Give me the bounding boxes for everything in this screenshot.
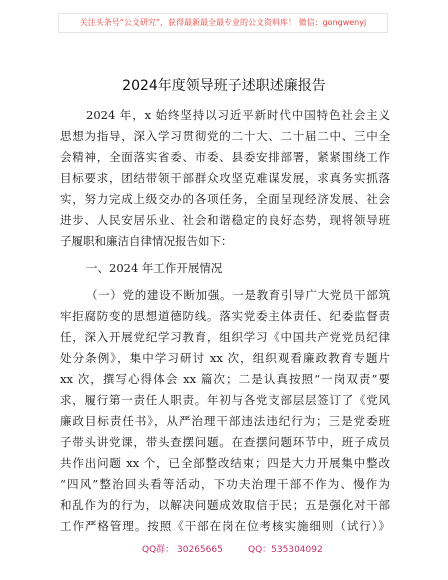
body-line: xx 次，撰写心得体会 xx 篇次；二是认真按照“一岗双责”要 [60,372,390,386]
contact-footer [0,543,448,557]
qq-group-number: QQ群： 30265665 [142,545,223,555]
body-line: 处分条例》，集中学习研讨 xx 次，组织观看廉政教育专题片 [60,351,390,365]
intro-paragraph [60,105,390,252]
intro-line: 子履职和廉洁自律情况报告如下： [60,234,233,248]
body-line: 任，深入开展党纪学习教育，组织学习《中国共产党党员纪律 [60,330,390,344]
body-line: 子带头讲党课，带头查摆问题。在查摆问题环节中，班子成员 [60,435,390,449]
body-line: （一）党的建设不断加强。一是教育引导广大党员干部筑 [86,288,390,302]
body-line: 求，履行第一责任人职责。年初与各党支部层层签订了《党风 [60,393,390,407]
intro-line: 2024 年，x 始终坚持以习近平新时代中国特色社会主义 [86,108,390,122]
qq-number: QQ：535304092 [248,545,323,555]
intro-line: 实，努力完成上级交办的各项任务，全面呈现经济发展、社会 [60,192,390,206]
intro-line: 会精神，全面落实省委、市委、县委安排部署，紧紧围绕工作 [60,150,390,164]
body-line: “四风”整治回头看等活动，下功夫治理干部不作为、慢作为 [60,477,390,491]
document-title: 2024年度领导班子述职述廉报告 [122,78,326,94]
intro-line: 进步、人民安居乐业、社会和谐稳定的良好态势，现将领导班 [60,213,390,227]
body-line: 廉政目标责任书》，从严治理干部违法违纪行为；三是党委班 [60,414,390,428]
body-line: 工作严格管理。按照《干部在岗在位考核实施细则（试行）》 [60,519,390,533]
body-line: 和乱作为的行为，以解决问题成效取信于民；五是强化对干部 [60,498,390,512]
body-paragraph [60,285,390,537]
intro-line: 目标要求，团结带领干部群众攻坚克难谋发展，求真务实抓落 [60,171,390,185]
promo-banner: 关注头条号“公文研究”，获得最新最全最专业的公文资料库！ 微信：gongwenyj [58,13,388,33]
section-heading: 一、2024 年工作开展情况 [86,261,223,275]
body-line: 牢拒腐防变的思想道德防线。落实党委主体责任、纪委监督责 [60,309,390,323]
intro-line: 思想为指导，深入学习贯彻党的二十大、二十届二中、三中全 [60,129,390,143]
body-line: 共作出问题 xx 个，已全部整改结束；四是大力开展集中整改 [60,456,390,470]
